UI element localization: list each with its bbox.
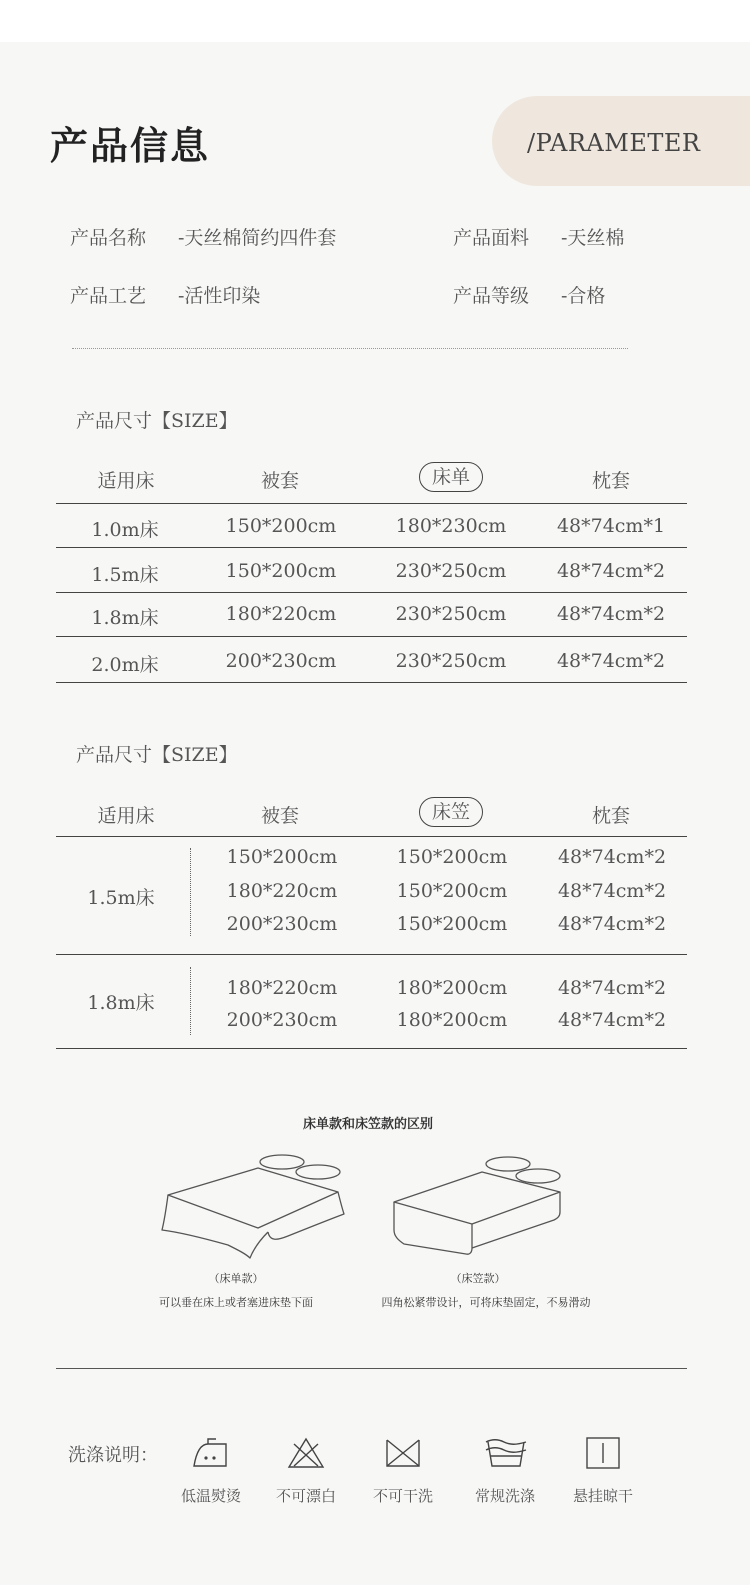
table2-header-bed: 适用床 [97,805,155,827]
table1-header-bed: 适用床 [97,470,155,492]
wash-label-dryclean: 不可干洗 [372,1487,433,1505]
table1-cell: 48*74cm*2 [556,650,666,672]
hang-dry-icon [583,1436,623,1470]
flat-sheet-illustration [158,1150,348,1260]
table1-cell: 230*250cm [395,650,507,672]
table1-rule [56,682,687,683]
wash-label-bleach: 不可漂白 [275,1487,336,1505]
table2-cell: 48*74cm*2 [557,880,667,902]
table2-cell: 150*200cm [226,846,338,868]
wash-label-hang: 悬挂晾干 [572,1487,633,1505]
wash-title: 洗涤说明： [68,1445,158,1466]
flat-sheet-caption: （床单款） [208,1272,264,1285]
flat-sheet-description: 可以垂在床上或者塞进床垫下面 [159,1296,313,1309]
table2-cell: 180*220cm [226,880,338,902]
table2-cell: 48*74cm*2 [557,846,667,868]
table2-rule [56,836,687,837]
table2-group-bed: 1.8m床 [87,992,155,1014]
table2-cell: 150*200cm [396,846,508,868]
table1-cell: 230*250cm [395,560,507,582]
table2-cell: 48*74cm*2 [557,1009,667,1031]
table2-header-fitted-pill: 床笠 [419,797,483,827]
info-label-fabric: 产品面料 [453,227,530,249]
fitted-sheet-description: 四角松紧带设计，可将床垫固定，不易滑动 [381,1296,591,1309]
table1-header-pillow: 枕套 [591,470,630,492]
table1-header-sheet [371,462,531,489]
table2-cell: 180*220cm [226,977,338,999]
info-divider [72,348,628,349]
wash-label-iron: 低温熨烫 [180,1487,241,1505]
fitted-sheet-illustration [388,1150,568,1260]
table2-cell: 150*200cm [396,913,508,935]
table1-cell: 180*230cm [395,515,507,537]
table2-cell: 200*230cm [226,913,338,935]
table1-cell: 48*74cm*1 [556,515,666,537]
wash-label-wash: 常规洗涤 [474,1487,535,1505]
table1-rule [56,636,687,637]
table2-group-divider [190,967,191,1035]
table2-cell: 180*200cm [396,1009,508,1031]
table2-section-label: 产品尺寸【SIZE】 [76,744,238,766]
table1-cell: 230*250cm [395,603,507,625]
table2-header-fitted [371,797,531,824]
table1-header-sheet-pill: 床单 [419,462,483,492]
table2-cell: 150*200cm [396,880,508,902]
table1-cell: 180*220cm [225,603,337,625]
table1-header-duvet: 被套 [260,470,299,492]
table1-cell: 2.0m床 [91,654,159,676]
table1-section-label: 产品尺寸【SIZE】 [76,410,238,432]
no-dryclean-icon [383,1436,423,1470]
parameter-badge [492,96,750,186]
info-value-name: -天丝棉简约四件套 [178,227,337,249]
page-title: 产品信息 [50,123,211,168]
info-label-grade: 产品等级 [453,285,530,307]
table1-cell: 48*74cm*2 [556,560,666,582]
table1-cell: 200*230cm [225,650,337,672]
table1-rule [56,592,687,593]
table2-header-duvet: 被套 [260,805,299,827]
table2-group-divider [190,848,191,936]
parameter-badge-text: /PARAMETER [527,129,701,157]
wash-divider [56,1368,687,1369]
info-label-name: 产品名称 [70,227,147,249]
info-value-process: -活性印染 [178,285,261,307]
iron-low-icon [190,1436,230,1470]
no-bleach-icon [286,1436,326,1470]
table1-cell: 1.5m床 [91,564,159,586]
table1-rule [56,503,687,504]
table2-rule [56,1048,687,1049]
normal-wash-icon [484,1436,528,1470]
table2-header-pillow: 枕套 [591,805,630,827]
info-value-grade: -合格 [561,285,606,307]
table1-rule [56,547,687,548]
table2-cell: 48*74cm*2 [557,977,667,999]
table2-cell: 200*230cm [226,1009,338,1031]
fitted-sheet-caption: （床笠款） [450,1272,506,1285]
table1-cell: 150*200cm [225,560,337,582]
table2-group-bed: 1.5m床 [87,887,155,909]
table2-cell: 48*74cm*2 [557,913,667,935]
table1-cell: 1.0m床 [91,519,159,541]
table1-cell: 48*74cm*2 [556,603,666,625]
table1-cell: 1.8m床 [91,607,159,629]
table2-rule [56,954,687,955]
table2-cell: 180*200cm [396,977,508,999]
info-label-process: 产品工艺 [70,285,147,307]
diagram-title: 床单款和床笠款的区别 [302,1117,433,1132]
table1-cell: 150*200cm [225,515,337,537]
info-value-fabric: -天丝棉 [561,227,625,249]
